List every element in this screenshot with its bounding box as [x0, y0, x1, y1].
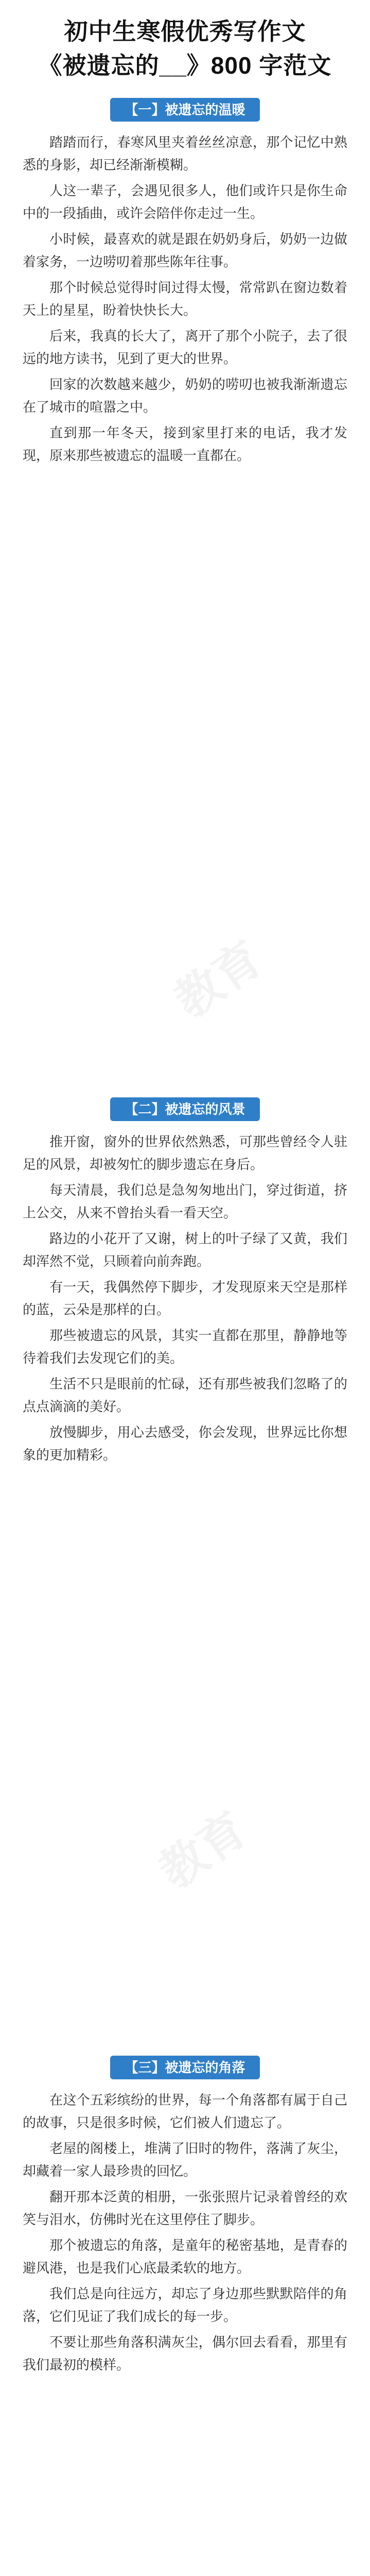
title-line-2: 《被遗忘的__》800 字范文	[38, 52, 332, 79]
section-1	[0, 98, 370, 467]
paragraph: 在这个五彩缤纷的世界，每一个角落都有属于自己的故事，只是很多时候，它们被人们遗忘了。	[23, 2092, 347, 2130]
paragraph: 有一天，我偶然停下脚步，才发现原来天空是那样的蓝，云朵是那样的白。	[23, 1279, 347, 1317]
watermark: 教育	[150, 1803, 256, 1899]
paragraph: 不要让那些角落积满灰尘，偶尔回去看看，那里有我们最初的模样。	[23, 2334, 347, 2372]
paragraph: 小时候，最喜欢的就是跟在奶奶身后，奶奶一边做着家务，一边唠叨着那些陈年往事。	[23, 231, 347, 269]
title-line-1: 初中生寒假优秀写作文	[64, 18, 306, 45]
paragraph: 放慢脚步，用心去感受，你会发现，世界远比你想象的更加精彩。	[23, 1425, 347, 1463]
paragraph: 我们总是向往远方，却忘了身边那些默默陪伴的角落，它们见证了我们成长的每一步。	[23, 2286, 347, 2324]
paragraph: 那个时候总觉得时间过得太慢，常常趴在窗边数着天上的星星，盼着快快长大。	[23, 280, 347, 318]
article-title	[0, 0, 370, 82]
paragraph: 生活不只是眼前的忙碌，还有那些被我们忽略了的点点滴滴的美好。	[23, 1376, 347, 1414]
paragraph: 那些被遗忘的风景，其实一直都在那里，静静地等待着我们去发现它们的美。	[23, 1328, 347, 1366]
paragraph: 回家的次数越来越少，奶奶的唠叨也被我渐渐遗忘在了城市的喧嚣之中。	[23, 377, 347, 415]
paragraph: 每天清晨，我们总是急匆匆地出门，穿过街道，挤上公交，从来不曾抬头看一看天空。	[23, 1182, 347, 1221]
section-heading: 【三】被遗忘的角落	[110, 2056, 259, 2079]
section-heading: 【一】被遗忘的温暖	[110, 98, 259, 122]
paragraph: 推开窗，窗外的世界依然熟悉，可那些曾经令人驻足的风景，却被匆忙的脚步遗忘在身后。	[23, 1134, 347, 1172]
section-2	[0, 1097, 370, 1466]
paragraph: 那个被遗忘的角落，是童年的秘密基地，是青春的避风港，也是我们心底最柔软的地方。	[23, 2238, 347, 2276]
paragraph: 踏踏而行，春寒风里夹着丝丝凉意，那个记忆中熟悉的身影，却已经渐渐模糊。	[23, 134, 347, 173]
watermark: 教育	[166, 932, 272, 1028]
section-heading: 【二】被遗忘的风景	[110, 1097, 259, 1121]
section-3	[0, 2056, 370, 2376]
paragraph: 老屋的阁楼上，堆满了旧时的物件，落满了灰尘，却藏着一家人最珍贵的回忆。	[23, 2141, 347, 2179]
paragraph: 后来，我真的长大了，离开了那个小院子，去了很远的地方读书，见到了更大的世界。	[23, 328, 347, 366]
paragraph: 直到那一年冬天，接到家里打来的电话，我才发现，原来那些被遗忘的温暖一直都在。	[23, 425, 347, 463]
paragraph: 人这一辈子，会遇见很多人，他们或许只是你生命中的一段插曲，或许会陪伴你走过一生。	[23, 183, 347, 221]
paragraph: 翻开那本泛黄的相册，一张张照片记录着曾经的欢笑与泪水，仿佛时光在这里停住了脚步。	[23, 2189, 347, 2227]
paragraph: 路边的小花开了又谢，树上的叶子绿了又黄，我们却浑然不觉，只顾着向前奔跑。	[23, 1231, 347, 1269]
